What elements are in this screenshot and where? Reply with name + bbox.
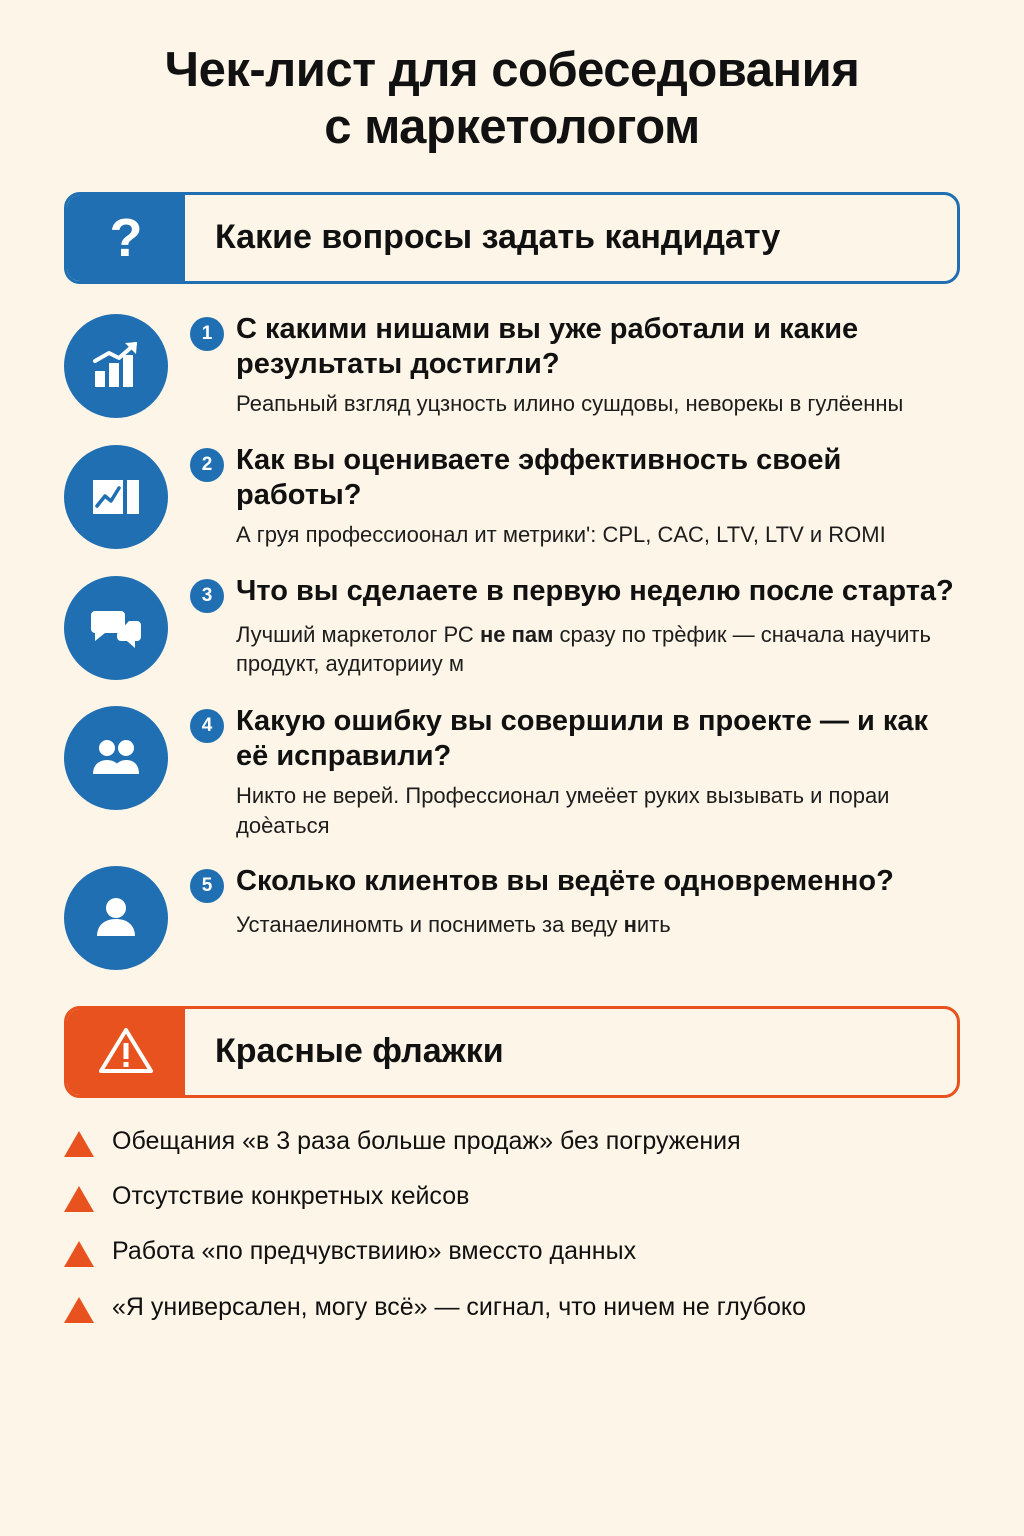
single-person-icon [64, 866, 168, 970]
question-number: 2 [190, 448, 224, 482]
list-item [64, 572, 960, 680]
note-before: Устанаелиномть и посниметь за веду [236, 911, 624, 937]
questions-list [64, 310, 960, 970]
triangle-bullet-icon [64, 1131, 94, 1157]
list-item [64, 702, 960, 840]
flag-text: «Я универсален, могу всё» — сигнал, что ничем не глубоко [112, 1292, 807, 1321]
note-bold: н [623, 911, 637, 937]
note-before: Лучший маркетолог РС [236, 621, 480, 647]
question-text: Что вы сделаете в первую неделю после старта? [236, 574, 954, 607]
question-mark-icon: ? [67, 195, 185, 281]
list-item [64, 310, 960, 419]
flags-list [64, 1126, 960, 1323]
note-bold: не пам [479, 621, 554, 647]
list-item [64, 862, 960, 970]
page-title-line-1: Чек-лист для собеседования [164, 43, 860, 97]
chat-bubble-icon [64, 576, 168, 680]
people-group-icon [64, 706, 168, 810]
questions-section-banner [64, 192, 960, 284]
questions-section-heading: Какие вопросы задать кандидату [215, 218, 781, 257]
analytics-image-icon [64, 445, 168, 549]
question-text: Как вы оцениваете эффективность своей работы? [236, 443, 842, 512]
question-text: С какими нишами вы уже работали и какие результаты достигли? [236, 312, 859, 381]
flags-section-banner [64, 1006, 960, 1098]
list-item [64, 441, 960, 550]
question-note: А груя профессиоонал ит метрикиʹ: CPL, CAC, LTV, LTV и ROMI [236, 522, 886, 548]
list-item [64, 1236, 960, 1267]
page-title-line-2: с маркетологом [324, 99, 700, 154]
question-note [236, 620, 960, 679]
note-after: ить [636, 911, 671, 937]
flag-text: Обещания «в 3 раза больше продаж» без погружения [112, 1126, 741, 1155]
question-note: Реапьный взгляд уцзность илино сушдовы, неворекы в гулёенны [236, 391, 904, 417]
question-number: 4 [190, 709, 224, 743]
flag-text: Работа «по предчувствиию» вмессто данных [112, 1237, 637, 1266]
note-after: сразу по трѐфик — сначала научить продукт, аудиторииу м [236, 621, 931, 676]
growth-chart-icon [64, 314, 168, 418]
triangle-bullet-icon [64, 1186, 94, 1212]
list-item [64, 1126, 960, 1157]
triangle-bullet-icon [64, 1241, 94, 1267]
question-number: 5 [190, 869, 224, 903]
flags-section-heading: Красные флажки [215, 1032, 504, 1071]
list-item [64, 1181, 960, 1212]
question-text: Сколько клиентов вы ведёте одновременно? [236, 864, 894, 897]
list-item [64, 1292, 960, 1323]
question-number: 3 [190, 579, 224, 613]
question-note [236, 910, 960, 939]
warning-triangle-icon [67, 1009, 185, 1095]
flag-text: Отсутствие конкретных кейсов [112, 1182, 470, 1211]
question-note: Никто не верей. Профессионал умеёет руких вызывать и пораи доѐаться [236, 783, 890, 838]
page-title [64, 0, 960, 156]
question-number: 1 [190, 317, 224, 351]
question-text: Какую ошибку вы совершили в проекте — и как её исправили? [236, 704, 929, 773]
triangle-bullet-icon [64, 1297, 94, 1323]
